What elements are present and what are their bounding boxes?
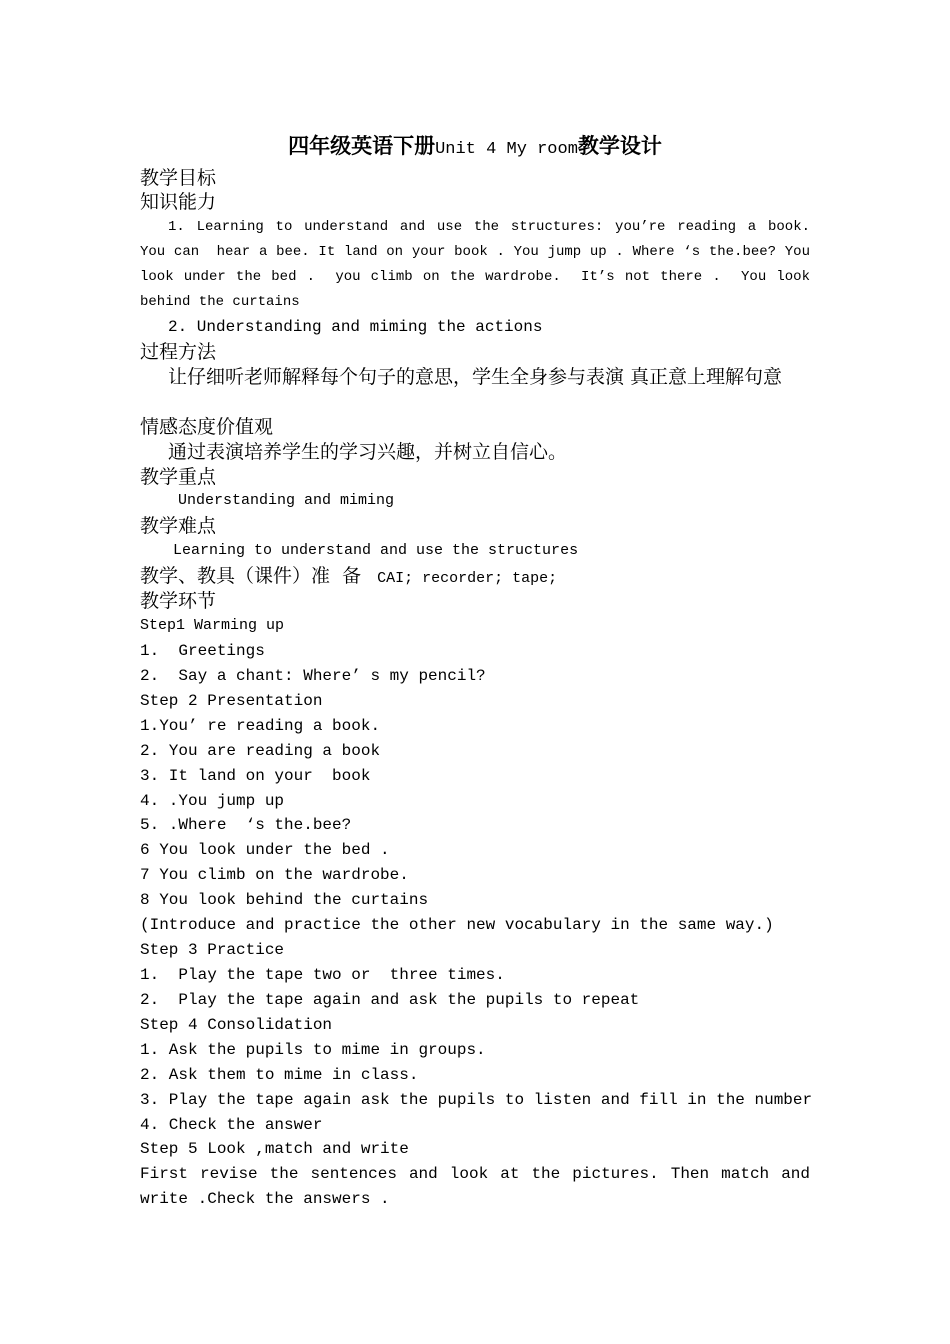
step-text-line: write .Check the answers . — [140, 1190, 390, 1209]
knowledge-item-line: look under the bed . you climb on the wardrobe. It’s not there . You look — [140, 269, 810, 286]
materials-line — [140, 564, 810, 589]
step-item: 4. .You jump up — [140, 791, 285, 810]
step-item: 2. Say a chant: Where’ s my pencil? — [140, 666, 486, 685]
title-chinese-tail: 教学设计 — [577, 134, 662, 158]
difficult-points-text: Learning to understand and use the structures — [173, 542, 579, 560]
materials-value: CAI; recorder; tape; — [377, 570, 558, 588]
step-item: 2. Play the tape again and ask the pupils to repeat — [140, 990, 640, 1009]
section-heading-difficult-points: 教学难点 — [140, 515, 217, 538]
process-text: 让仔细听老师解释每个句子的意思，学生全身参与表演 真正意上理解句意 — [168, 365, 783, 388]
step-item: 1. Play the tape two or three times. — [140, 966, 505, 984]
step-heading: Step 4 Consolidation — [140, 1015, 333, 1034]
step-item: 6 You look under the bed . — [140, 841, 390, 860]
step-item: 2. Ask them to mime in class. — [140, 1065, 419, 1084]
step-item: 7 You climb on the wardrobe. — [140, 866, 409, 885]
step-item: 8 You look behind the curtains — [140, 891, 429, 910]
section-heading-key-points: 教学重点 — [140, 465, 217, 488]
step-item: 1.You’ re reading a book. — [140, 716, 381, 735]
knowledge-item-line: You can hear a bee. It land on your book . You jump up . Where ‘s the.bee? You — [140, 244, 810, 261]
attitude-text: 通过表演培养学生的学习兴趣，并树立自信心。 — [168, 440, 568, 463]
step-item: 4. Check the answer — [140, 1115, 323, 1134]
step-item: 5. .Where ‘s the.bee? — [140, 816, 352, 835]
step-note: (Introduce and practice the other new vocabulary in the same way.) — [140, 916, 774, 935]
knowledge-item-line: behind the curtains — [140, 294, 300, 311]
blank-line — [140, 390, 810, 415]
title-unit-name: Unit 4 My room — [435, 140, 578, 159]
step-heading: Step1 Warming up — [140, 617, 285, 635]
step-item: 3. It land on your book — [140, 766, 371, 785]
materials-label: 教学、教具（课件）准 备 — [140, 565, 362, 588]
step-heading: Step 5 Look ,match and write — [140, 1140, 409, 1159]
step-item: 1. Ask the pupils to mime in groups. — [140, 1040, 486, 1059]
knowledge-item-2: 2. Understanding and miming the actions — [168, 318, 543, 337]
document-body — [140, 166, 813, 1213]
title-chinese-lead: 四年级英语下册 — [288, 134, 436, 158]
subheading-process: 过程方法 — [140, 340, 217, 363]
section-heading-objectives: 教学目标 — [140, 166, 217, 189]
step-item: 2. You are reading a book — [140, 741, 381, 760]
step-heading: Step 2 Presentation — [140, 691, 323, 710]
document-title — [0, 127, 950, 157]
key-points-text: Understanding and miming — [178, 492, 395, 510]
subheading-attitude: 情感态度价值观 — [140, 415, 274, 438]
step-heading: Step 3 Practice — [140, 941, 285, 960]
step-item: 1. Greetings — [140, 642, 265, 661]
step-item: 3. Play the tape again ask the pupils to listen and fill in the number — [140, 1090, 813, 1109]
section-heading-procedure: 教学环节 — [140, 590, 217, 613]
subheading-knowledge: 知识能力 — [140, 191, 217, 214]
knowledge-item-line: 1. Learning to understand and use the structures: you’re reading a book. — [168, 219, 810, 236]
step-text-line: First revise the sentences and look at the pictures. Then match and — [140, 1165, 810, 1184]
